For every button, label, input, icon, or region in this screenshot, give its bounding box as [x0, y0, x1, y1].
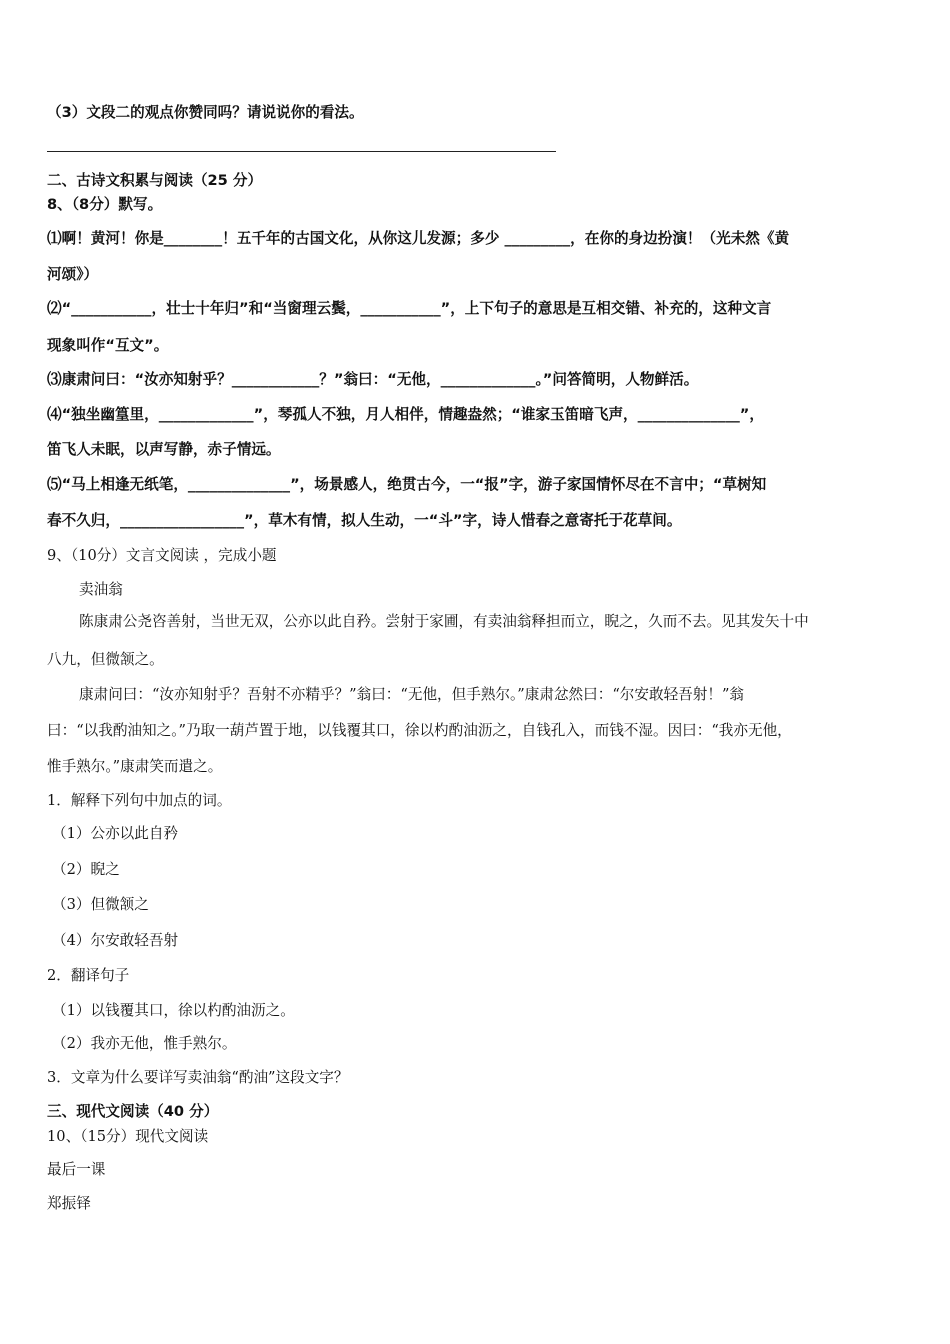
passage-p2-line-2: 曰：“以我酌油知之。”乃取一葫芦置于地，以钱覆其口，徐以杓酌油沥之，自钱孔入，而钱不湿。因曰：“我亦无他， — [47, 722, 792, 739]
q8-line-4: 现象叫作“互文”。 — [47, 337, 169, 354]
sub-question-2-item: （2）我亦无他，惟手熟尔。 — [52, 1035, 237, 1052]
sub-question-1-item: （4）尔安敢轻吾射 — [52, 932, 179, 949]
story-title: 最后一课 — [47, 1161, 106, 1178]
passage-p1-line-1: 陈康肃公尧咨善射，当世无双，公亦以此自矜。尝射于家圃，有卖油翁释担而立，睨之，久而不去。见其发矢十中 — [79, 613, 809, 630]
sub-question-1-item: （2）睨之 — [52, 861, 120, 878]
sub-question-1: 1．解释下列句中加点的词。 — [47, 792, 232, 809]
sub-question-3: 3．文章为什么要详写卖油翁“酌油”这段文字？ — [47, 1069, 349, 1086]
passage-p2-line-3: 惟手熟尔。”康肃笑而遣之。 — [47, 758, 223, 775]
passage-p2-line-1: 康肃问曰：“汝亦知射乎？吾射不亦精乎？”翁曰：“无他，但手熟尔。”康肃忿然曰：“尔安敢轻吾射！”翁 — [79, 686, 744, 703]
question-3-prompt: （3）文段二的观点你赞同吗？请说说你的看法。 — [47, 104, 364, 121]
q8-line-9: 春不久归，_________________”，草木有情，拟人生动，一“斗”字，诗人惜春之意寄托于花草间。 — [47, 512, 682, 529]
section-3-heading: 三、现代文阅读（40 分） — [47, 1103, 219, 1120]
sub-question-2-item: （1）以钱覆其口，徐以杓酌油沥之。 — [52, 1002, 295, 1019]
q8-line-6: ⑷“独坐幽篁里，_____________”，琴孤人不独，月人相伴，情趣盎然；“谁家玉笛暗飞声，______________”， — [47, 406, 764, 423]
q8-line-3: ⑵“___________，壮士十年归”和“当窗理云鬓，___________”，上下句子的意思是互相交错、补充的，这种文言 — [47, 300, 772, 317]
sub-question-1-item: （1）公亦以此自矜 — [52, 825, 179, 842]
q8-line-5: ⑶康肃问曰：“汝亦知射乎？____________？”翁曰：“无他，_____________。”问答简明，人物鲜活。 — [47, 371, 699, 388]
question-10-title: 10、（15分）现代文阅读 — [47, 1128, 209, 1145]
q8-line-7: 笛飞人未眠，以声写静，赤子情远。 — [47, 441, 281, 458]
q8-line-1: ⑴啊！黄河！你是________！五千年的古国文化，从你这儿发源；多少 _________，在你的身边扮演！（光未然《黄 — [47, 230, 790, 247]
q8-line-2: 河颂》） — [47, 266, 99, 283]
story-author: 郑振铎 — [47, 1195, 91, 1212]
question-9-title: 9、（10分）文言文阅读 ，完成小题 — [47, 547, 277, 564]
question-8-title: 8、（8分）默写。 — [47, 196, 163, 213]
answer-line — [47, 151, 556, 152]
sub-question-1-item: （3）但微颔之 — [52, 896, 149, 913]
section-2-heading: 二、古诗文积累与阅读（25 分） — [47, 172, 263, 189]
q8-line-8: ⑸“马上相逢无纸笔，______________”，场景感人，绝贯古今，一“报”字，游子家国情怀尽在不言中；“草树知 — [47, 476, 767, 493]
passage-p1-line-2: 八九，但微颔之。 — [47, 651, 164, 668]
passage-title: 卖油翁 — [79, 581, 123, 598]
sub-question-2: 2．翻译句子 — [47, 967, 130, 984]
